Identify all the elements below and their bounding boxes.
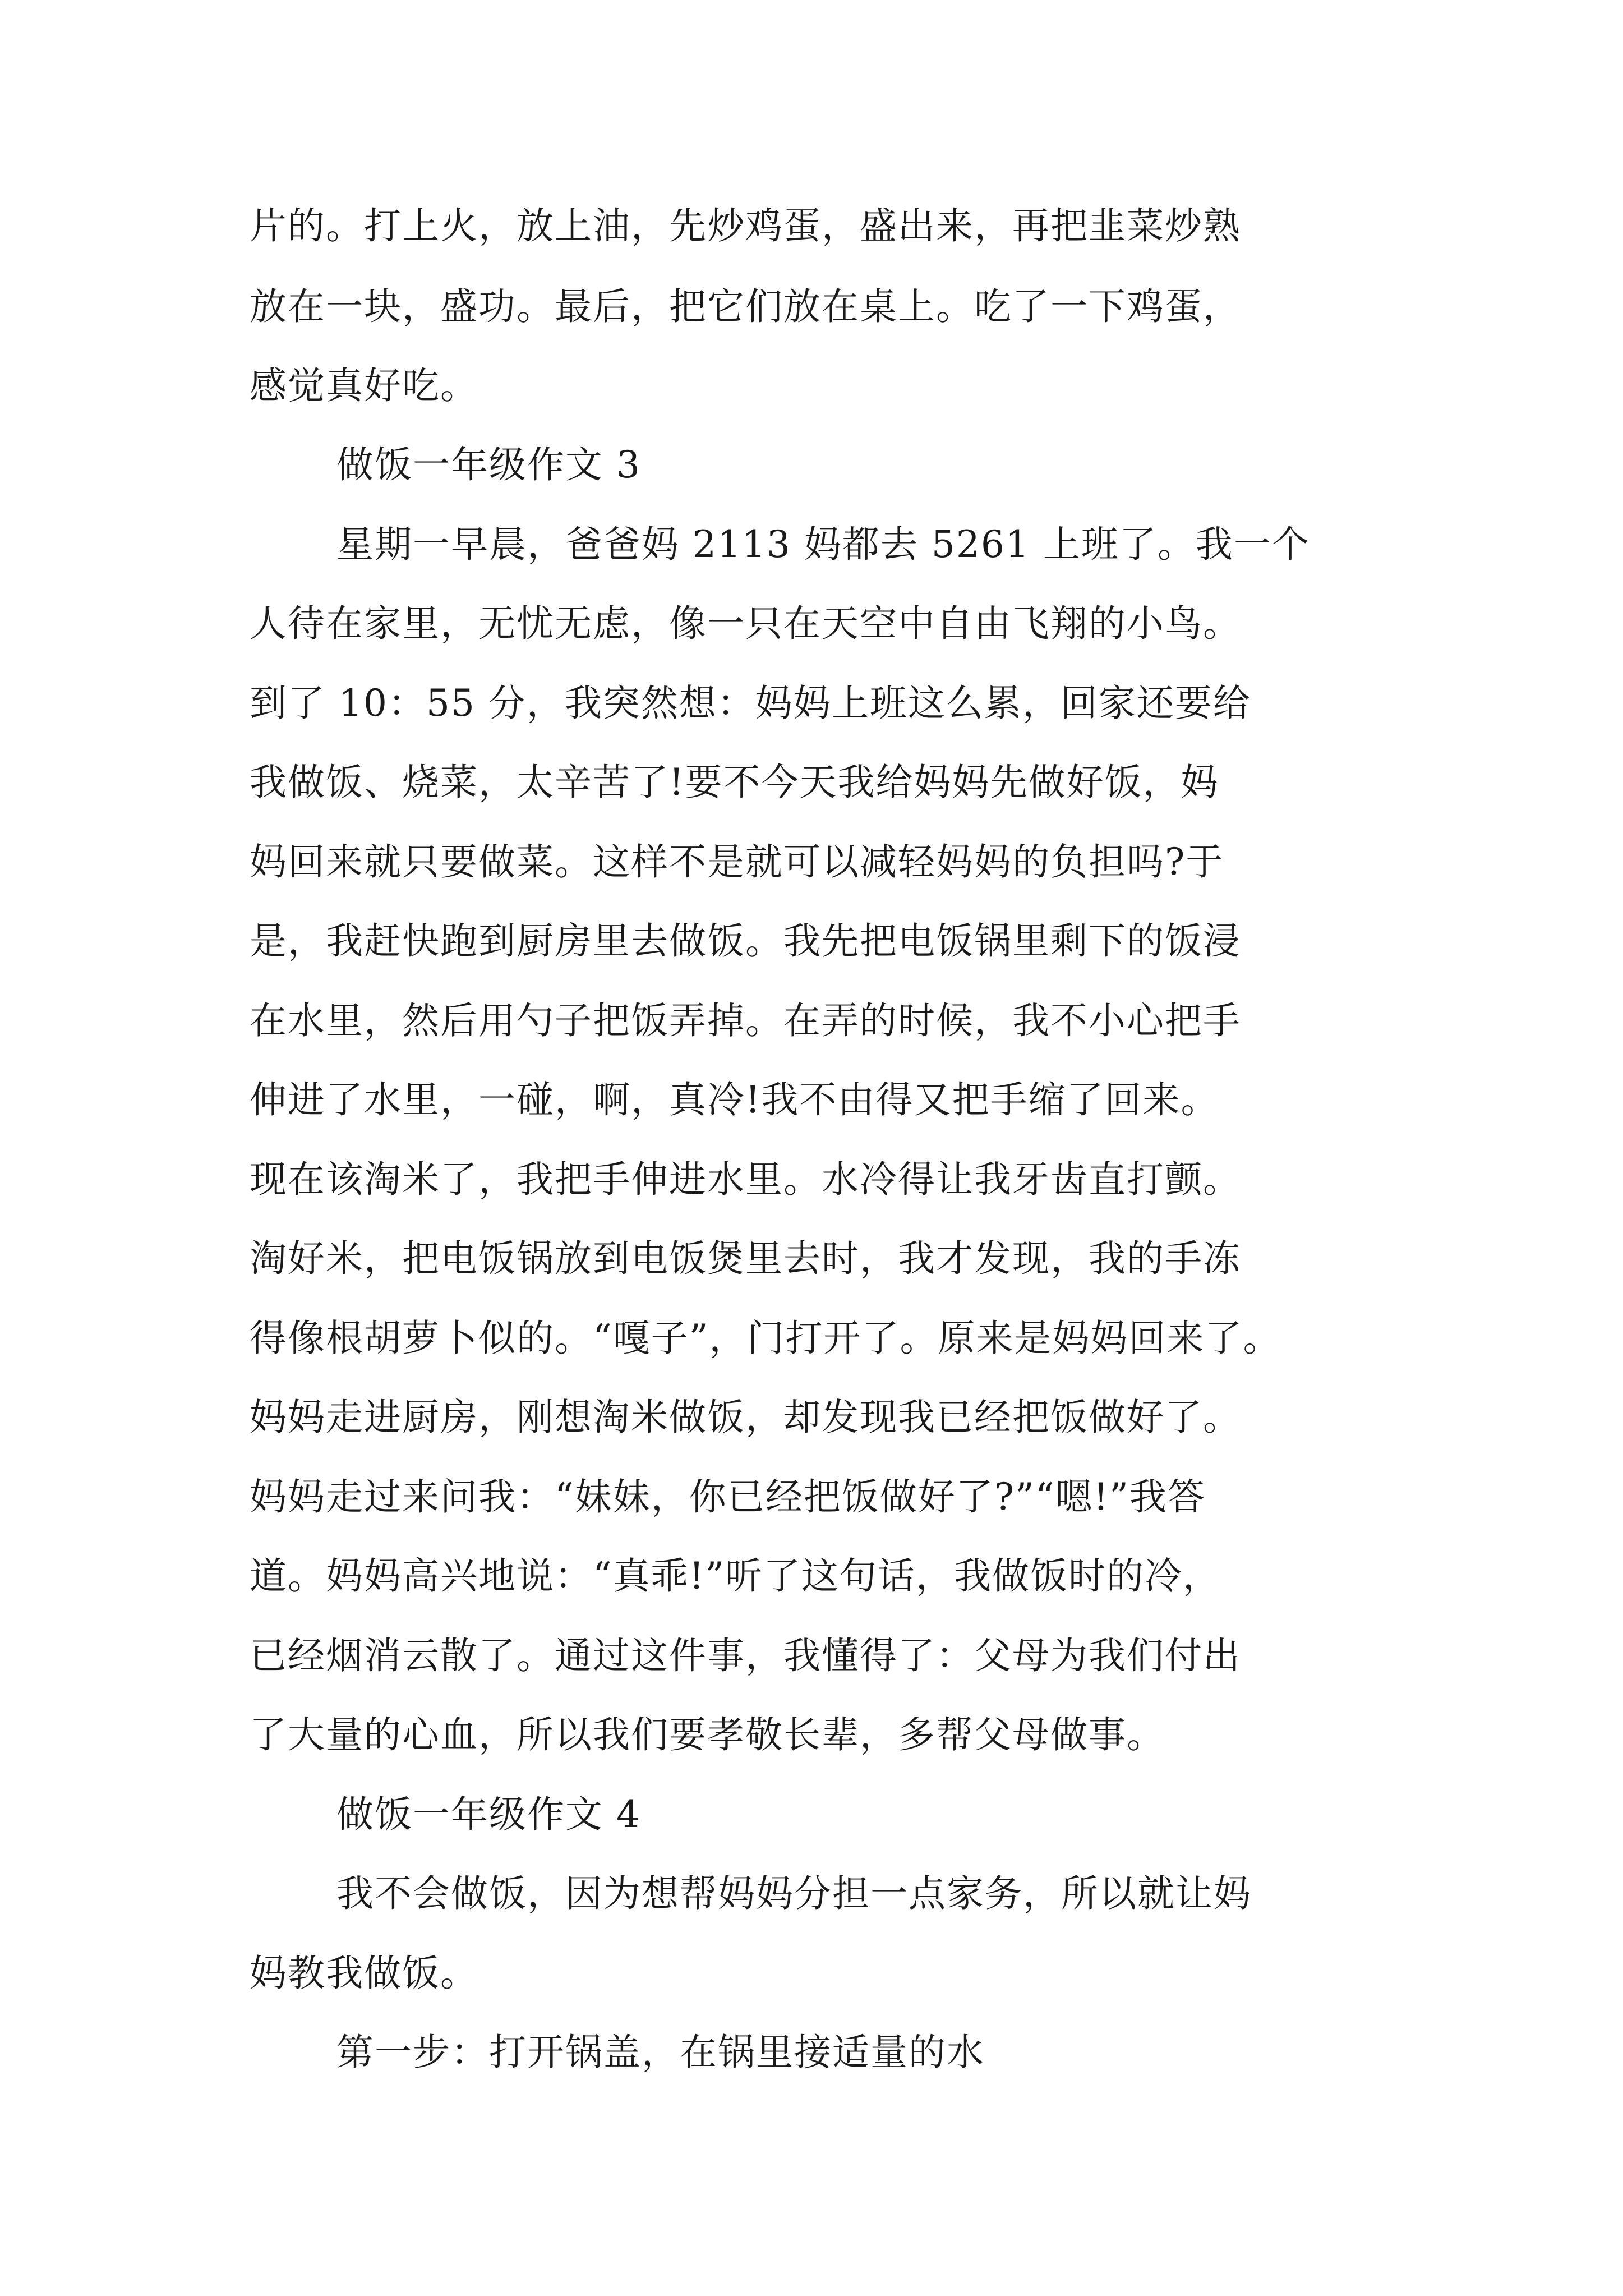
section-heading: 做饭一年级作文 3 [336,443,641,486]
body-text-line: 妈教我做饭。 [250,1952,478,1995]
body-text-line: 妈回来就只要做菜。这样不是就可以减轻妈妈的负担吗?于 [250,840,1224,884]
body-text-line: 伸进了水里，一碰，啊，真冷!我不由得又把手缩了回来。 [250,1078,1219,1121]
body-text-line: 是，我赶快跑到厨房里去做饭。我先把电饭锅里剩下的饭浸 [250,919,1241,963]
body-text-line: 道。妈妈高兴地说：“真乖!”听了这句话，我做饭时的冷， [250,1554,1221,1598]
body-text-line: 已经烟消云散了。通过这件事，我懂得了：父母为我们付出 [250,1634,1241,1677]
body-text-line: 淘好米，把电饭锅放到电饭煲里去时，我才发现，我的手冻 [250,1237,1241,1280]
body-text-line: 现在该淘米了，我把手伸进水里。水冷得让我牙齿直打颤。 [250,1158,1241,1201]
body-text-line: 到了 10：55 分，我突然想：妈妈上班这么累，回家还要给 [250,682,1251,725]
body-text-line: 了大量的心血，所以我们要孝敬长辈，多帮父母做事。 [250,1713,1165,1756]
body-text-line: 妈妈走过来问我：“妹妹，你已经把饭做好了?”“嗯!”我答 [250,1475,1206,1519]
body-text-line: 我做饭、烧菜，太辛苦了!要不今天我给妈妈先做好饭，妈 [250,761,1219,804]
body-text-line: 片的。打上火，放上油，先炒鸡蛋，盛出来，再把韭菜炒熟 [250,204,1241,247]
body-text-line: 妈妈走进厨房，刚想淘米做饭，却发现我已经把饭做好了。 [250,1396,1241,1439]
body-text-line: 得像根胡萝卜似的。“嘎子”，门打开了。原来是妈妈回来了。 [250,1317,1281,1360]
section-heading: 做饭一年级作文 4 [336,1793,641,1836]
body-text-line: 人待在家里，无忧无虑，像一只在天空中自由飞翔的小鸟。 [250,602,1241,645]
paragraph-first-line: 第一步：打开锅盖，在锅里接适量的水 [336,2031,985,2074]
body-text-line: 感觉真好吃。 [250,364,478,407]
paragraph-first-line: 我不会做饭，因为想帮妈妈分担一点家务，所以就让妈 [336,1872,1252,1915]
body-text-line: 放在一块，盛功。最后，把它们放在桌上。吃了一下鸡蛋， [250,285,1241,328]
body-text-line: 在水里，然后用勺子把饭弄掉。在弄的时候，我不小心把手 [250,999,1241,1042]
paragraph-first-line: 星期一早晨，爸爸妈 2113 妈都去 5261 上班了。我一个 [336,523,1310,566]
